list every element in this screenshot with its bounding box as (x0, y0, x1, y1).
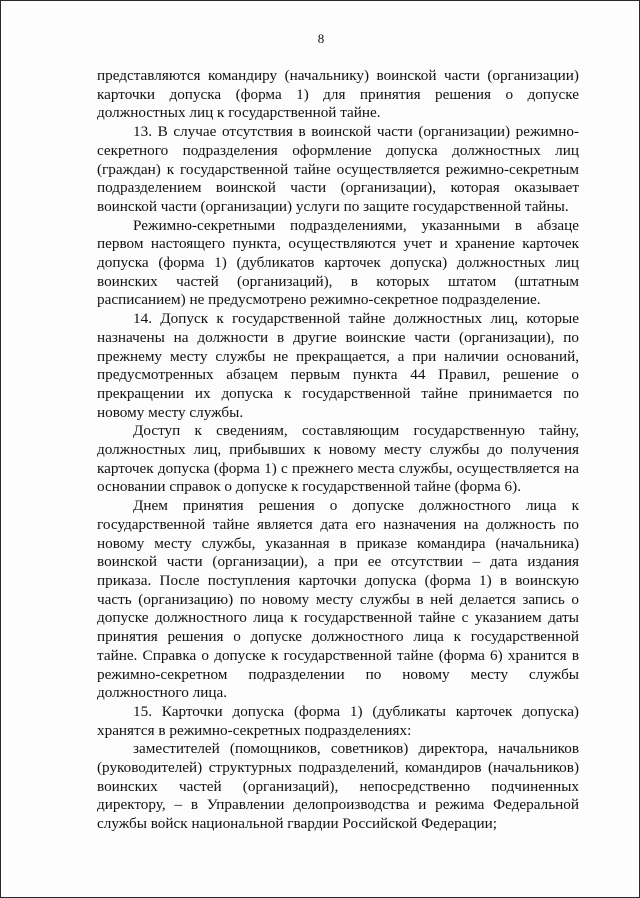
paragraph-item-15: 15. Карточки допуска (форма 1) (дубликаты карточек допуска) хранятся в режимно-секретных подразделениях: (97, 702, 579, 739)
document-body (97, 67, 579, 834)
paragraph-item-13: 13. В случае отсутствия в воинской части (организации) режимно-секретного подразделения оформление допуска должностных лиц (граждан) к государственной тайне осуществляется режимно-секретным подразделением воинской части (организации), которая оказывает воинской части (организации) услуги по защите государственной тайны. (97, 123, 579, 215)
paragraph-item-13-second: Режимно-секретными подразделениями, указанными в абзаце первом настоящего пункта, осуществляются учет и хранение карточек допуска (форма 1) (дубликатов карточек допуска) должностных лиц воинских частей (организаций), в которых штатом (штатным расписанием) не предусмотрено режимно-секретное подразделение. (97, 216, 579, 309)
paragraph-item-14: 14. Допуск к государственной тайне должностных лиц, которые назначены на должности в другие воинские части (организации), по прежнему месту службы не прекращается, а при наличии оснований, предусмотренных абзацем первым пункта 44 Правил, решение о прекращении их допуска к государственной тайне принимается по новому месту службы. (97, 310, 579, 421)
paragraph-item-14-access: Доступ к сведениям, составляющим государственную тайну, должностных лиц, прибывших к новому месту службы до получения карточек допуска (форма 1) с прежнего места службы, осуществляется на основании справок о допуске к государственной тайне (форма 6). (97, 422, 579, 496)
paragraph-item-15-deputies: заместителей (помощников, советников) директора, начальников (руководителей) структурных подразделений, командиров (начальников) воинских частей (организаций), непосредственно подчиненных директору, – в Управлении делопроизводства и режима Федеральной службы войск национальной гвардии Российской Федерации; (97, 740, 579, 833)
paragraph-item-14-decision-day: Днем принятия решения о допуске должностного лица к государственной тайне является дата его назначения на должность по новому месту службы, указанная в приказе командира (начальника) воинской части (организации), а при ее отсутствии – дата издания приказа. После поступления карточки допуска (форма 1) в воинскую часть (организацию) по новому месту службы в ней делается запись о допуске должностного лица к государственной тайне с указанием даты принятия решения о допуске должностного лица к государственной тайне. Справка о допуске к государственной тайне (форма 6) хранится в режимно-секретном подразделении по новому месту службы должностного лица. (97, 497, 579, 702)
page-number: 8 (317, 31, 325, 46)
paragraph-continuation: представляются командиру (начальнику) воинской части (организации) карточки допуска (форма 1) для принятия решения о допуске должностных лиц к государственной тайне. (97, 67, 579, 122)
